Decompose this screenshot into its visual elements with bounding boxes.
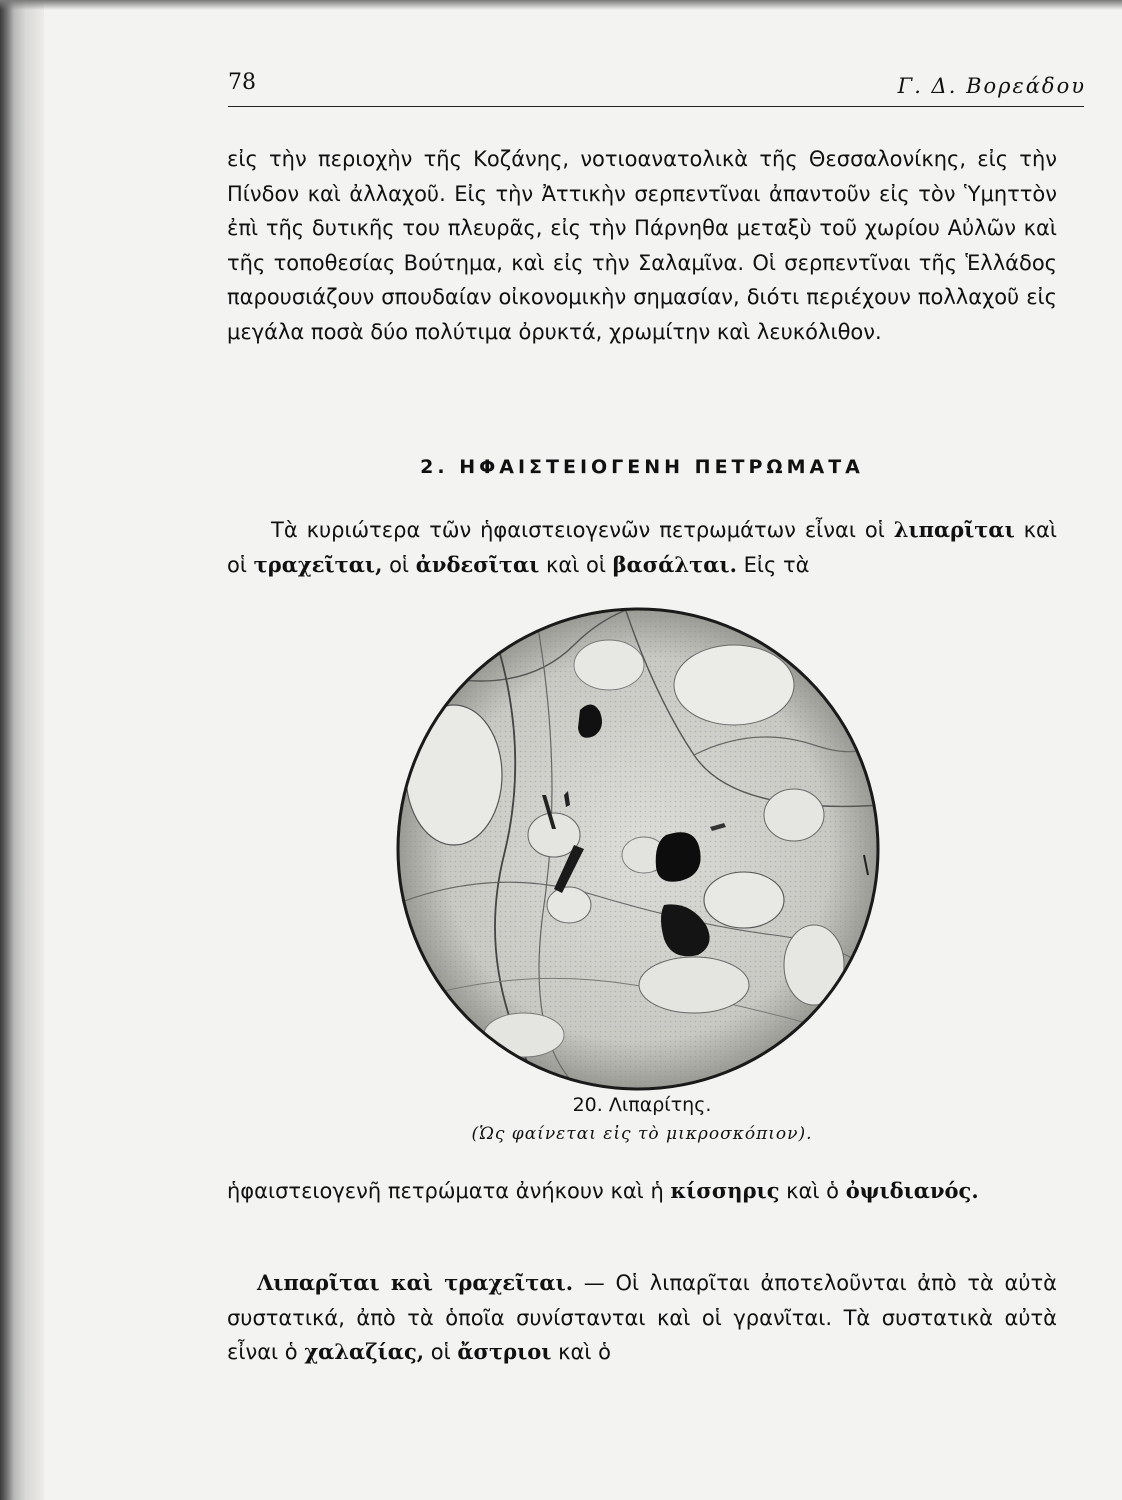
term-basalts: βασάλται. <box>612 551 737 577</box>
text-run: καὶ οἱ <box>227 518 1057 577</box>
subsection-heading: Λιπαρῖται καὶ τραχεῖται. <box>257 1270 574 1295</box>
text-run: Τὰ κυριώτερα τῶν ἡφαιστειογενῶν πετρωμάτων εἶναι οἱ <box>271 518 894 542</box>
text-run: ἡφαιστειογενῆ πετρώματα ἀνήκουν καὶ ἡ <box>227 1179 671 1203</box>
text-run: καὶ ὁ <box>779 1179 846 1203</box>
running-head: Γ. Δ. Βορεάδου <box>897 74 1086 98</box>
page-shadow-top <box>0 0 1122 10</box>
microscope-figure <box>394 605 882 1093</box>
term-quartz: χαλαζίας, <box>304 1339 425 1364</box>
term-liparites: λιπαρῖται <box>893 517 1015 542</box>
text-run: καὶ οἱ <box>539 552 613 577</box>
text-run: Εἰς τὰ <box>736 552 810 577</box>
page-shadow-edge <box>0 0 44 1500</box>
paragraph-serpentines: εἰς τὴν περιοχὴν τῆς Κοζάνης, νοτιοανατολικὰ τῆς Θεσσαλονίκης, εἰς τὴν Πίνδον καὶ ἀλλαχοῦ. Εἰς τὴν Ἀττικὴν σερπεντῖναι ἀπαντοῦν εἰς τὸν Ὑμηττὸν ἐπὶ τῆς δυτικῆς του πλευρᾶς, εἰς τὴν Πάρνηθα μεταξὺ τοῦ χωρίου Αὐλῶν καὶ τῆς τοποθεσίας Βούτημα, καὶ εἰς τὴν Σαλαμῖνα. Οἱ σερπεντῖναι τῆς Ἑλλάδος παρουσιάζουν σπουδαίαν οἰκονομικὴν σημασίαν, διότι περιέχουν πολλαχοῦ εἰς μεγάλα ποσὰ δύο πολύτιμα ὀρυκτά, χρωμίτην καὶ λευκόλιθον. <box>227 147 1057 344</box>
paragraph-pumice-obsidian <box>227 1174 1057 1209</box>
text-run: οἱ <box>424 1340 458 1364</box>
term-andesites: ἀνδεσῖται <box>415 551 540 577</box>
rhyolite-micrograph <box>394 605 882 1093</box>
term-feldspars: ἄστριοι <box>457 1339 552 1364</box>
figure-caption-title: 20. Λιπαρίτης. <box>572 1094 712 1116</box>
header-rule <box>228 106 1084 107</box>
page-number: 78 <box>228 70 256 95</box>
paragraph-liparites-trachytes <box>227 1266 1057 1370</box>
section-title: 2. ΗΦΑΙΣΤΕΙΟΓΕΝΗ ΠΕΤΡΩΜΑΤΑ <box>420 456 864 478</box>
page-header <box>228 70 1086 106</box>
text-run: — Οἱ λιπαρῖται ἀποτελοῦνται ἀπὸ τὰ αὐτὰ συστατικά, ἀπὸ τὰ ὁποῖα συνίστανται καὶ οἱ γρανῖται. Τὰ συστατικὰ αὐτὰ εἶναι ὁ <box>227 1271 1057 1364</box>
term-obsidian: ὀψιδιανός. <box>845 1178 979 1203</box>
text-run: οἱ <box>382 552 416 577</box>
figure-caption-subtitle: (Ὡς φαίνεται εἰς τὸ μικροσκόπιον). <box>471 1124 813 1144</box>
text-run: καὶ ὁ <box>551 1340 611 1364</box>
term-pumice: κίσσηρις <box>670 1178 780 1203</box>
term-trachytes: τραχεῖται, <box>253 551 383 577</box>
paragraph-volcanic-rocks <box>227 513 1057 582</box>
